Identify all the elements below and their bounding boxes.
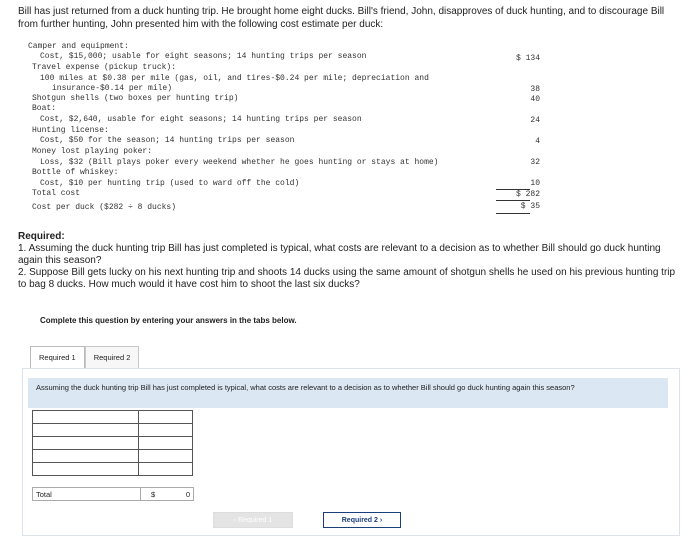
- cost-item-input[interactable]: [33, 411, 139, 424]
- amount-total: $ 282: [515, 190, 540, 199]
- cost-amount-input[interactable]: [139, 424, 193, 437]
- cost-amount-input[interactable]: [139, 411, 193, 424]
- table-row: [33, 450, 193, 463]
- answer-table: [32, 410, 193, 476]
- amount-camper: $ 134: [515, 54, 540, 63]
- double-rule: [496, 213, 530, 214]
- amount-license: 4: [535, 137, 540, 146]
- estimate-line: 100 miles at $0.38 per mile (gas, oil, and tires-$0.24 per mile; depreciation and: [40, 74, 429, 83]
- amount-travel: 38: [530, 85, 540, 94]
- estimate-line: Cost per duck ($282 ÷ 8 ducks): [32, 203, 177, 212]
- tab-required-1[interactable]: Required 1: [30, 346, 85, 368]
- next-button-label: Required 2: [341, 517, 378, 524]
- requirements: [18, 231, 678, 291]
- cost-amount-input[interactable]: [139, 437, 193, 450]
- estimate-line: Total cost: [32, 189, 81, 198]
- requirement-1: 1. Assuming the duck hunting trip Bill has just completed is typical, what costs are relevant to a decision as to whether Bill should go duck hunting again this season?: [18, 243, 661, 266]
- cost-amount-input[interactable]: [139, 463, 193, 476]
- estimate-line: Cost, $50 for the season; 14 hunting trips per season: [40, 136, 295, 145]
- estimate-line: Boat:: [32, 104, 57, 113]
- chevron-left-icon: ‹: [233, 517, 237, 524]
- estimate-line: Cost, $2,640, usable for eight seasons; 14 hunting trips per season: [40, 115, 362, 124]
- estimate-line: Camper and equipment:: [28, 42, 129, 51]
- requirement-2: 2. Suppose Bill gets lucky on his next hunting trip and shoots 14 ducks using the same amount of shotgun shells he used on his previous hunting trip to bag 8 ducks. How much would it have cost him to shoot the last six ducks?: [18, 267, 676, 290]
- amount-poker: 32: [530, 158, 540, 167]
- estimate-line: Cost, $15,000; usable for eight seasons; 14 hunting trips per season: [40, 52, 367, 61]
- table-row: [33, 437, 193, 450]
- estimate-line: Cost, $10 per hunting trip (used to ward off the cold): [40, 179, 300, 188]
- chevron-right-icon: ›: [379, 517, 383, 524]
- estimate-line: Shotgun shells (two boxes per hunting trip): [32, 94, 239, 103]
- total-rule: [496, 200, 530, 201]
- estimate-line: Money lost playing poker:: [32, 147, 153, 156]
- instruction-text: Complete this question by entering your answers in the tabs below.: [40, 316, 297, 325]
- cost-item-input[interactable]: [33, 424, 139, 437]
- question-prompt: Assuming the duck hunting trip Bill has just completed is typical, what costs are relevant to a decision as to whether Bill should go duck hunting again this season?: [28, 378, 668, 408]
- estimate-line: Bottle of whiskey:: [32, 168, 119, 177]
- total-label: Total: [36, 490, 52, 499]
- cost-item-input[interactable]: [33, 450, 139, 463]
- table-row: [33, 411, 193, 424]
- prev-button-label: Required 1: [238, 517, 273, 524]
- amount-boat: 24: [530, 116, 540, 125]
- cost-amount-input[interactable]: [139, 450, 193, 463]
- problem-intro: Bill has just returned from a duck hunting trip. He brought home eight ducks. Bill's friend, John, disapproves of duck hunting, and to discourage Bill from further hunting, John presented him with the following cost estimate per duck:: [18, 6, 665, 30]
- amount-shells: 40: [530, 95, 540, 104]
- estimate-line: Loss, $32 (Bill plays poker every weekend whether he goes hunting or stays at home): [40, 158, 439, 167]
- total-value: 0: [185, 490, 190, 499]
- required-heading: Required:: [18, 231, 65, 242]
- estimate-line: Hunting license:: [32, 126, 109, 135]
- tab-required-2[interactable]: Required 2: [85, 346, 140, 368]
- cost-estimate: [28, 42, 540, 222]
- column-divider: [140, 488, 141, 500]
- estimate-line: insurance-$0.14 per mile): [52, 84, 173, 93]
- total-row: [32, 487, 194, 501]
- answer-tabs: [30, 346, 139, 368]
- cost-item-input[interactable]: [33, 437, 139, 450]
- amount-per-duck: $ 35: [520, 202, 540, 211]
- amount-whiskey: 10: [530, 179, 540, 188]
- table-row: [33, 463, 193, 476]
- estimate-line: Travel expense (pickup truck):: [32, 63, 177, 72]
- cost-item-input[interactable]: [33, 463, 139, 476]
- next-button[interactable]: [323, 512, 401, 528]
- currency-symbol: $: [151, 490, 156, 499]
- table-row: [33, 424, 193, 437]
- prev-button[interactable]: [213, 512, 293, 528]
